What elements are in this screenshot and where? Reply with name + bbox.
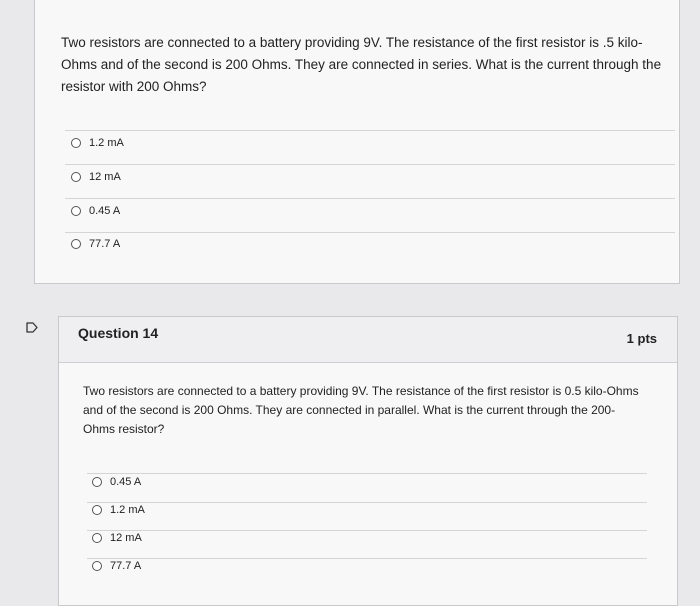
q13-option-3[interactable] xyxy=(71,205,120,217)
question-14-card xyxy=(58,316,678,606)
question-points: 1 pts xyxy=(626,331,657,346)
radio-button[interactable] xyxy=(92,477,102,487)
question-13-text: Two resistors are connected to a battery providing 9V. The resistance of the first resistor is .5 kilo-Ohms and of the second is 200 Ohms. They are connected in series. What is the current through the resistor with 200 Ohms? xyxy=(61,35,662,94)
option-label: 12 mA xyxy=(89,171,121,183)
q14-option-2[interactable] xyxy=(92,504,145,516)
q14-option-1[interactable] xyxy=(92,476,141,488)
q13-option-1[interactable] xyxy=(71,137,124,149)
q14-option-4[interactable] xyxy=(92,560,141,572)
option-divider xyxy=(65,130,675,131)
option-label: 77.7 A xyxy=(110,560,142,572)
question-header xyxy=(59,317,677,363)
option-divider xyxy=(65,164,675,165)
q14-option-3[interactable] xyxy=(92,532,142,544)
option-divider xyxy=(87,502,647,503)
radio-button[interactable] xyxy=(92,505,102,515)
option-divider xyxy=(87,473,647,474)
option-divider xyxy=(65,198,675,199)
option-divider xyxy=(65,232,675,233)
option-label: 77.7 A xyxy=(89,238,121,250)
option-label: 0.45 A xyxy=(89,205,121,217)
radio-button[interactable] xyxy=(71,172,81,182)
option-label: 0.45 A xyxy=(110,476,142,488)
radio-button[interactable] xyxy=(92,561,102,571)
option-divider xyxy=(87,530,647,531)
question-title: Question 14 xyxy=(78,325,159,341)
option-divider xyxy=(87,558,647,559)
question-14-text: Two resistors are connected to a battery providing 9V. The resistance of the first resistor is 0.5 kilo-Ohms and of the second is 200 Ohms. They are connected in parallel. What is the current through the 200-Ohms resistor? xyxy=(83,384,639,436)
option-label: 12 mA xyxy=(110,532,142,544)
radio-button[interactable] xyxy=(71,138,81,148)
flag-icon[interactable] xyxy=(26,322,38,333)
radio-button[interactable] xyxy=(71,206,81,216)
radio-button[interactable] xyxy=(92,533,102,543)
q13-option-2[interactable] xyxy=(71,171,121,183)
option-label: 1.2 mA xyxy=(110,504,145,516)
radio-button[interactable] xyxy=(71,239,81,249)
option-label: 1.2 mA xyxy=(89,137,124,149)
q13-option-4[interactable] xyxy=(71,238,120,250)
question-13-card xyxy=(34,0,680,284)
